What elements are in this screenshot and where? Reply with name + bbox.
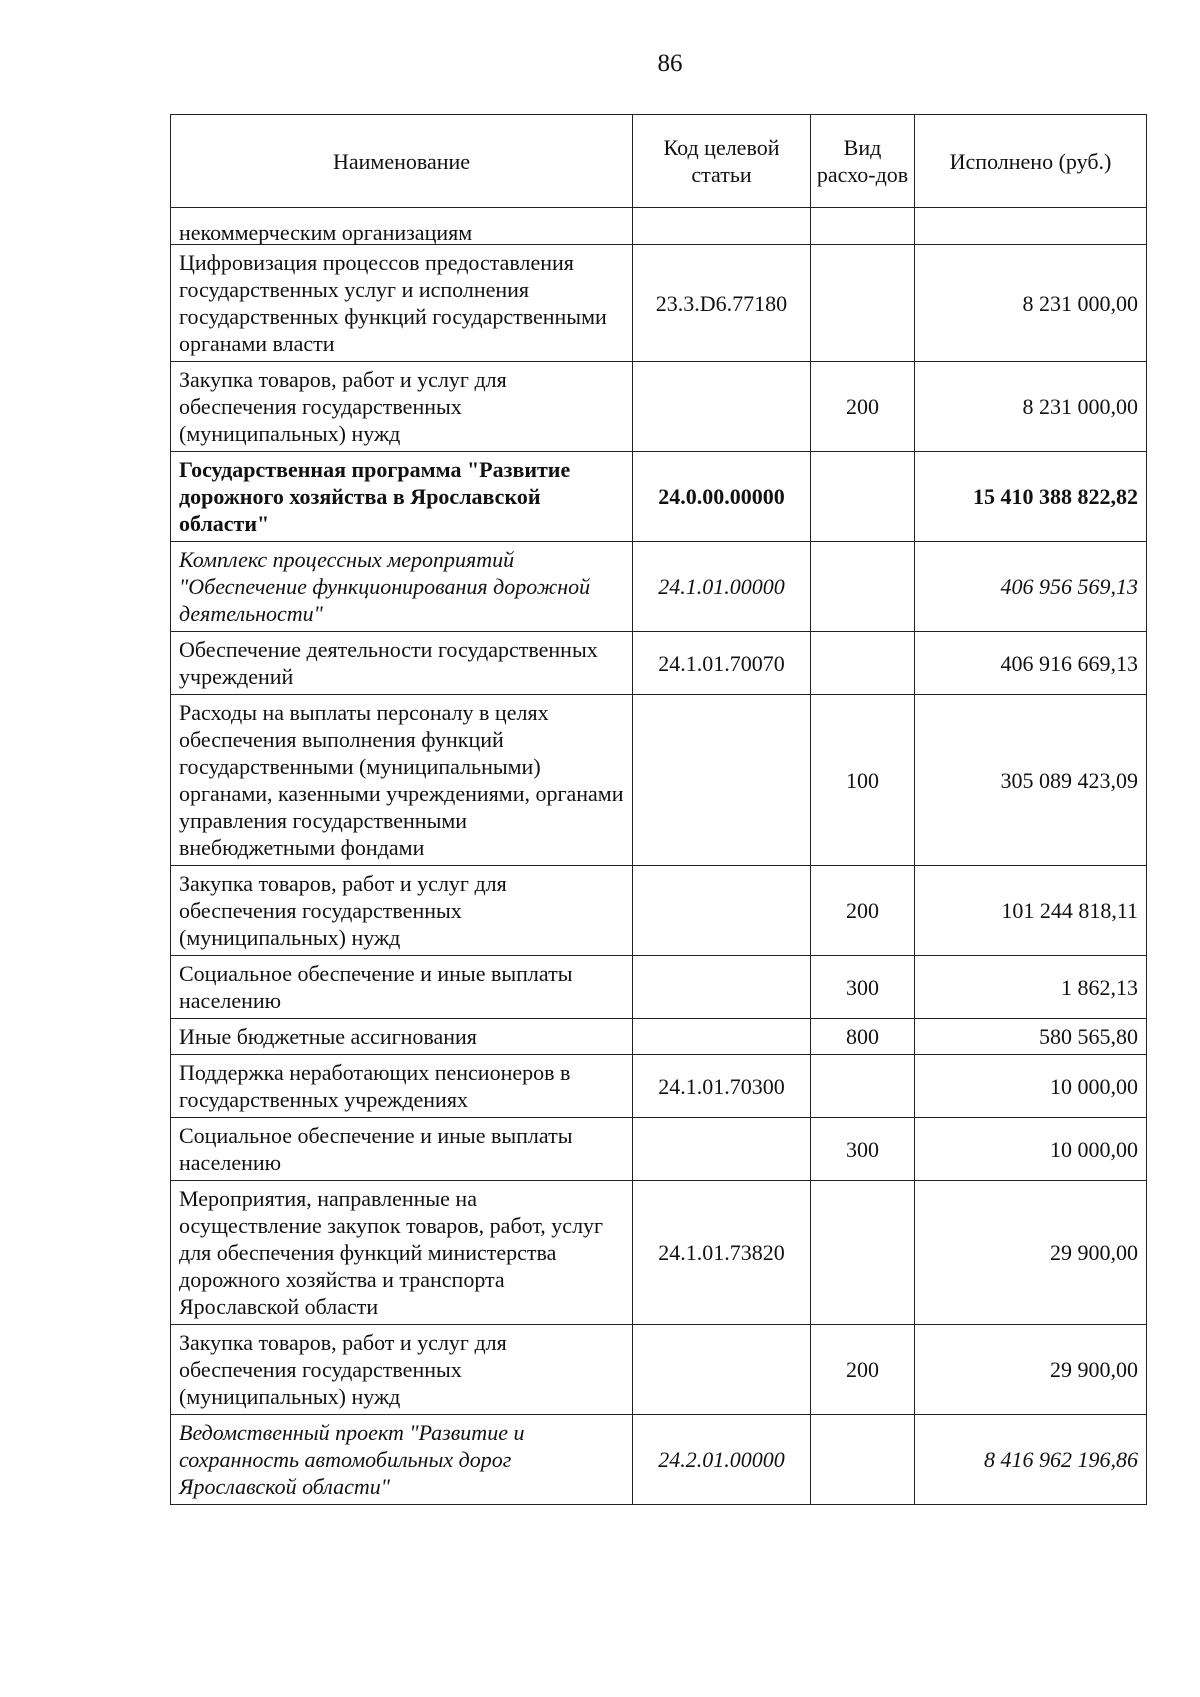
row-kind-cell — [811, 452, 915, 542]
row-code-cell: 24.1.01.73820 — [633, 1181, 811, 1325]
budget-table — [170, 114, 1147, 1505]
row-kind-cell: 800 — [811, 1019, 915, 1055]
table-header-row — [171, 115, 1147, 208]
row-amount-cell: 8 231 000,00 — [915, 362, 1147, 452]
table-row — [171, 362, 1147, 452]
row-kind-cell: 200 — [811, 866, 915, 956]
row-kind-cell — [811, 1415, 915, 1505]
row-kind-cell — [811, 208, 915, 245]
row-code-cell — [633, 362, 811, 452]
table-row — [171, 632, 1147, 695]
row-amount-cell — [915, 208, 1147, 245]
row-kind-cell: 300 — [811, 956, 915, 1019]
table-row — [171, 245, 1147, 362]
row-kind-cell — [811, 245, 915, 362]
row-kind-cell: 200 — [811, 362, 915, 452]
row-name-cell: Обеспечение деятельности государственных учреждений — [171, 632, 633, 695]
row-amount-cell: 305 089 423,09 — [915, 695, 1147, 866]
row-code-cell — [633, 1325, 811, 1415]
row-amount-cell: 15 410 388 822,82 — [915, 452, 1147, 542]
table-row — [171, 866, 1147, 956]
row-code-cell — [633, 208, 811, 245]
row-name-cell: Комплекс процессных мероприятий "Обеспечение функционирования дорожной деятельности" — [171, 542, 633, 632]
row-amount-cell: 29 900,00 — [915, 1181, 1147, 1325]
table-body — [171, 208, 1147, 1505]
page-number: 86 — [657, 50, 683, 77]
row-kind-cell — [811, 632, 915, 695]
table-row — [171, 208, 1147, 245]
row-name-cell: Цифровизация процессов предоставления государственных услуг и исполнения государственных функций государственными органами власти — [171, 245, 633, 362]
row-code-cell — [633, 1019, 811, 1055]
row-kind-cell: 100 — [811, 695, 915, 866]
row-name-cell: Государственная программа "Развитие дорожного хозяйства в Ярославской области" — [171, 452, 633, 542]
table-row — [171, 542, 1147, 632]
header-kind: Вид расхо-дов — [811, 115, 915, 208]
row-name-cell: Ведомственный проект "Развитие и сохранность автомобильных дорог Ярославской области" — [171, 1415, 633, 1505]
row-code-cell: 24.1.01.70300 — [633, 1055, 811, 1118]
row-amount-cell: 8 416 962 196,86 — [915, 1415, 1147, 1505]
row-kind-cell — [811, 542, 915, 632]
row-code-cell: 23.3.D6.77180 — [633, 245, 811, 362]
header-amount: Исполнено (руб.) — [915, 115, 1147, 208]
table-row — [171, 1118, 1147, 1181]
header-name: Наименование — [171, 115, 633, 208]
row-amount-cell: 580 565,80 — [915, 1019, 1147, 1055]
row-kind-cell: 200 — [811, 1325, 915, 1415]
row-amount-cell: 406 956 569,13 — [915, 542, 1147, 632]
row-amount-cell: 406 916 669,13 — [915, 632, 1147, 695]
table-row — [171, 956, 1147, 1019]
row-amount-cell: 10 000,00 — [915, 1118, 1147, 1181]
row-name-cell: Расходы на выплаты персоналу в целях обеспечения выполнения функций государственными (муниципальными) органами, казенными учреждениями, органами управления государственными внебюджетными фондами — [171, 695, 633, 866]
table-row — [171, 452, 1147, 542]
table-row — [171, 1019, 1147, 1055]
row-name-cell: Иные бюджетные ассигнования — [171, 1019, 633, 1055]
table-row — [171, 1181, 1147, 1325]
row-kind-cell — [811, 1181, 915, 1325]
row-amount-cell: 8 231 000,00 — [915, 245, 1147, 362]
row-amount-cell: 10 000,00 — [915, 1055, 1147, 1118]
row-kind-cell — [811, 1055, 915, 1118]
row-amount-cell: 1 862,13 — [915, 956, 1147, 1019]
row-name-cell: некоммерческим организациям — [171, 208, 633, 245]
row-code-cell — [633, 695, 811, 866]
row-code-cell: 24.0.00.00000 — [633, 452, 811, 542]
row-code-cell: 24.2.01.00000 — [633, 1415, 811, 1505]
row-code-cell: 24.1.01.70070 — [633, 632, 811, 695]
table-row — [171, 1055, 1147, 1118]
row-name-cell: Закупка товаров, работ и услуг для обеспечения государственных (муниципальных) нужд — [171, 362, 633, 452]
row-name-cell: Закупка товаров, работ и услуг для обеспечения государственных (муниципальных) нужд — [171, 1325, 633, 1415]
row-name-cell: Социальное обеспечение и иные выплаты населению — [171, 1118, 633, 1181]
row-amount-cell: 29 900,00 — [915, 1325, 1147, 1415]
row-name-cell: Закупка товаров, работ и услуг для обеспечения государственных (муниципальных) нужд — [171, 866, 633, 956]
row-name-cell: Мероприятия, направленные на осуществление закупок товаров, работ, услуг для обеспечения функций министерства дорожного хозяйства и транспорта Ярославской области — [171, 1181, 633, 1325]
row-code-cell — [633, 956, 811, 1019]
row-code-cell — [633, 866, 811, 956]
row-name-cell: Поддержка неработающих пенсионеров в государственных учреждениях — [171, 1055, 633, 1118]
table-row — [171, 1325, 1147, 1415]
table-row — [171, 695, 1147, 866]
row-kind-cell: 300 — [811, 1118, 915, 1181]
table-row — [171, 1415, 1147, 1505]
row-name-cell: Социальное обеспечение и иные выплаты населению — [171, 956, 633, 1019]
row-code-cell: 24.1.01.00000 — [633, 542, 811, 632]
header-code: Код целевой статьи — [633, 115, 811, 208]
row-code-cell — [633, 1118, 811, 1181]
row-amount-cell: 101 244 818,11 — [915, 866, 1147, 956]
